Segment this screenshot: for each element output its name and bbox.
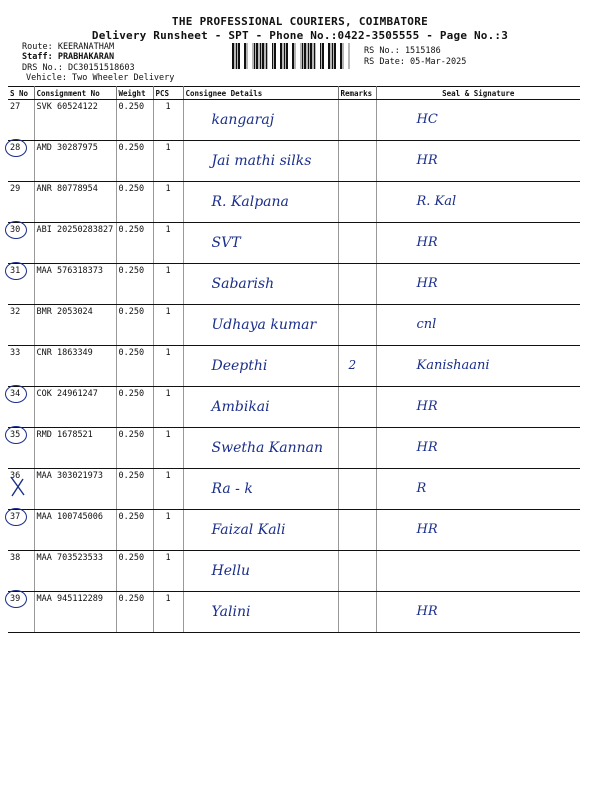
consignee-handwriting: SVT <box>211 235 241 251</box>
pcs-cell-text: 1 <box>165 512 171 522</box>
consignment-cell-text: AMD 30287975 <box>36 143 98 153</box>
weight-cell-text: 0.250 <box>118 266 145 276</box>
circle-mark-icon <box>5 262 27 280</box>
weight-cell-text: 0.250 <box>118 389 145 399</box>
consignment-cell <box>34 141 116 182</box>
sno-cell <box>8 551 34 592</box>
weight-cell <box>116 469 153 510</box>
sno-cell <box>8 100 34 141</box>
weight-cell-text: 0.250 <box>118 184 145 194</box>
sno-cell <box>8 264 34 305</box>
consignment-cell <box>34 223 116 264</box>
sno-cell-text: 29 <box>10 184 21 194</box>
seal-signature-handwriting: HR <box>416 235 438 250</box>
circle-mark-icon <box>5 385 27 403</box>
consignment-cell-text: MAA 100745006 <box>36 512 104 522</box>
seal-signature-handwriting: cnl <box>416 317 437 332</box>
consignment-cell <box>34 264 116 305</box>
pcs-cell-text: 1 <box>165 266 171 276</box>
pcs-cell <box>153 510 183 551</box>
remarks-cell <box>338 100 376 141</box>
remarks-cell <box>338 264 376 305</box>
consignee-handwriting: Hellu <box>211 563 250 579</box>
weight-cell <box>116 346 153 387</box>
seal-signature-handwriting: HC <box>416 112 438 127</box>
pcs-cell-text: 1 <box>165 348 171 358</box>
seal-cell <box>376 510 580 551</box>
pcs-cell <box>153 305 183 346</box>
consignee-handwriting: Sabarish <box>211 276 275 292</box>
consignee-handwriting: Yalini <box>211 604 251 620</box>
sno-cell <box>8 141 34 182</box>
consignment-cell-text: CNR 1863349 <box>36 348 93 358</box>
consignee-cell <box>183 551 338 592</box>
pcs-cell <box>153 264 183 305</box>
weight-cell <box>116 264 153 305</box>
seal-signature-handwriting: HR <box>416 440 438 455</box>
consignment-cell <box>34 428 116 469</box>
vehicle-label: Vehicle: Two Wheeler Delivery <box>26 73 175 83</box>
table-row <box>8 100 580 141</box>
consignee-cell <box>183 387 338 428</box>
consignee-handwriting: Ambikai <box>211 399 270 415</box>
weight-cell <box>116 305 153 346</box>
weight-cell <box>116 551 153 592</box>
circle-mark-icon <box>5 139 27 157</box>
pcs-cell <box>153 428 183 469</box>
sno-cell <box>8 469 34 510</box>
remarks-cell <box>338 182 376 223</box>
pcs-cell <box>153 182 183 223</box>
pcs-cell-text: 1 <box>165 143 171 153</box>
consignment-cell <box>34 182 116 223</box>
table-row <box>8 592 580 633</box>
consignee-cell <box>183 346 338 387</box>
consignment-cell-text: MAA 303021973 <box>36 471 104 481</box>
weight-cell <box>116 592 153 633</box>
weight-cell-text: 0.250 <box>118 512 145 522</box>
seal-signature-handwriting: HR <box>416 153 438 168</box>
weight-cell <box>116 387 153 428</box>
remarks-handwriting: 2 <box>348 358 357 372</box>
weight-cell <box>116 510 153 551</box>
consignment-cell-text: RMD 1678521 <box>36 430 93 440</box>
col-consignment-header: Consignment No <box>34 87 116 100</box>
company-title: THE PROFESSIONAL COURIERS, COIMBATORE <box>171 15 429 28</box>
pcs-cell-text: 1 <box>165 471 171 481</box>
consignee-cell <box>183 264 338 305</box>
consignee-handwriting: Udhaya kumar <box>211 317 317 333</box>
seal-signature-handwriting: HR <box>416 604 438 619</box>
weight-cell-text: 0.250 <box>118 594 145 604</box>
consignment-cell <box>34 100 116 141</box>
col-pcs-header: PCS <box>153 87 183 100</box>
drs-number: DRS No.: DC30151518603 <box>22 63 135 73</box>
pcs-cell <box>153 551 183 592</box>
weight-cell <box>116 182 153 223</box>
table-row <box>8 223 580 264</box>
pcs-cell <box>153 100 183 141</box>
pcs-cell <box>153 592 183 633</box>
consignee-cell <box>183 141 338 182</box>
seal-cell <box>376 264 580 305</box>
rs-number: RS No.: 1515186 <box>364 46 441 56</box>
sno-cell-text: 37 <box>10 512 21 522</box>
weight-cell-text: 0.250 <box>118 471 145 481</box>
sno-cell-text: 36 <box>10 471 21 481</box>
table-row <box>8 551 580 592</box>
seal-signature-handwriting: HR <box>416 276 438 291</box>
pcs-cell-text: 1 <box>165 102 171 112</box>
consignment-cell <box>34 387 116 428</box>
seal-signature-handwriting: R <box>416 481 427 496</box>
circle-mark-icon <box>5 221 27 239</box>
table-row <box>8 510 580 551</box>
remarks-cell <box>338 305 376 346</box>
seal-signature-handwriting: HR <box>416 399 438 414</box>
pcs-cell-text: 1 <box>165 184 171 194</box>
table-row <box>8 428 580 469</box>
seal-cell <box>376 141 580 182</box>
consignee-cell <box>183 100 338 141</box>
sno-cell <box>8 387 34 428</box>
consignee-cell <box>183 305 338 346</box>
circle-mark-icon <box>5 426 27 444</box>
consignment-cell-text: SVK 60524122 <box>36 102 98 112</box>
table-row <box>8 264 580 305</box>
consignee-handwriting: Swetha Kannan <box>211 440 324 456</box>
remarks-cell <box>338 223 376 264</box>
consignee-handwriting: Faizal Kali <box>211 522 286 538</box>
seal-cell <box>376 592 580 633</box>
seal-cell <box>376 182 580 223</box>
sno-cell <box>8 346 34 387</box>
col-sno-header: S No <box>8 87 34 100</box>
remarks-cell <box>338 510 376 551</box>
seal-signature-handwriting: R. Kal <box>416 194 457 209</box>
sno-cell <box>8 223 34 264</box>
remarks-cell <box>338 346 376 387</box>
runsheet-table <box>8 86 580 633</box>
consignee-cell <box>183 510 338 551</box>
sno-cell <box>8 592 34 633</box>
consignee-cell <box>183 469 338 510</box>
seal-cell <box>376 551 580 592</box>
consignment-cell <box>34 551 116 592</box>
sno-cell-text: 35 <box>10 430 21 440</box>
cross-mark-icon <box>8 469 28 499</box>
weight-cell <box>116 223 153 264</box>
sno-cell-text: 30 <box>10 225 21 235</box>
consignment-cell <box>34 305 116 346</box>
remarks-cell <box>338 428 376 469</box>
seal-cell <box>376 305 580 346</box>
consignee-cell <box>183 182 338 223</box>
sno-cell-text: 32 <box>10 307 21 317</box>
pcs-cell <box>153 387 183 428</box>
consignment-cell-text: MAA 703523533 <box>36 553 104 563</box>
col-seal-header: Seal & Signature <box>376 87 580 100</box>
consignee-handwriting: Ra - k <box>211 481 253 497</box>
seal-cell <box>376 387 580 428</box>
weight-cell-text: 0.250 <box>118 553 145 563</box>
consignee-cell <box>183 592 338 633</box>
circle-mark-icon <box>5 590 27 608</box>
sno-cell <box>8 182 34 223</box>
remarks-cell <box>338 387 376 428</box>
col-consignee-header: Consignee Details <box>183 87 338 100</box>
pcs-cell-text: 1 <box>165 553 171 563</box>
consignment-cell <box>34 469 116 510</box>
consignment-cell <box>34 592 116 633</box>
sno-cell-text: 33 <box>10 348 21 358</box>
pcs-cell-text: 1 <box>165 389 171 399</box>
consignment-cell-text: ANR 80778954 <box>36 184 98 194</box>
runsheet-subtitle: Delivery Runsheet - SPT - Phone No.:0422-3505555 - Page No.:3 <box>91 29 509 42</box>
weight-cell-text: 0.250 <box>118 102 145 112</box>
staff-label: Staff: PRABHAKARAN <box>22 52 115 62</box>
weight-cell <box>116 100 153 141</box>
consignee-cell <box>183 428 338 469</box>
pcs-cell <box>153 141 183 182</box>
weight-cell-text: 0.250 <box>118 348 145 358</box>
seal-cell <box>376 428 580 469</box>
consignment-cell <box>34 346 116 387</box>
seal-cell <box>376 469 580 510</box>
pcs-cell-text: 1 <box>165 225 171 235</box>
consignment-cell-text: MAA 576318373 <box>36 266 104 276</box>
sno-cell <box>8 510 34 551</box>
seal-cell <box>376 346 580 387</box>
pcs-cell-text: 1 <box>165 594 171 604</box>
table-row <box>8 305 580 346</box>
route-label: Route: KEERANATHAM <box>22 42 115 52</box>
remarks-cell <box>338 551 376 592</box>
pcs-cell <box>153 223 183 264</box>
table-row <box>8 182 580 223</box>
col-weight-header: Weight <box>116 87 153 100</box>
weight-cell-text: 0.250 <box>118 430 145 440</box>
sno-cell-text: 34 <box>10 389 21 399</box>
seal-signature-handwriting: Kanishaani <box>416 358 490 373</box>
seal-signature-handwriting: HR <box>416 522 438 537</box>
sno-cell <box>8 305 34 346</box>
weight-cell-text: 0.250 <box>118 307 145 317</box>
circle-mark-icon <box>5 508 27 526</box>
table-row <box>8 141 580 182</box>
table-row <box>8 387 580 428</box>
weight-cell-text: 0.250 <box>118 143 145 153</box>
consignment-cell-text: MAA 945112289 <box>36 594 104 604</box>
consignment-cell-text: ABI 20250283827 <box>36 225 114 235</box>
sno-cell-text: 39 <box>10 594 21 604</box>
remarks-cell <box>338 592 376 633</box>
consignee-handwriting: kangaraj <box>211 112 275 128</box>
sno-cell-text: 28 <box>10 143 21 153</box>
consignment-cell <box>34 510 116 551</box>
barcode-image <box>232 43 352 69</box>
pcs-cell-text: 1 <box>165 307 171 317</box>
consignee-handwriting: Deepthi <box>211 358 268 374</box>
sno-cell-text: 38 <box>10 553 21 563</box>
consignment-cell-text: COK 24961247 <box>36 389 98 399</box>
sno-cell-text: 27 <box>10 102 21 112</box>
weight-cell-text: 0.250 <box>118 225 145 235</box>
col-remarks-header: Remarks <box>338 87 376 100</box>
consignee-handwriting: R. Kalpana <box>211 194 289 210</box>
seal-cell <box>376 223 580 264</box>
sno-cell <box>8 428 34 469</box>
consignee-handwriting: Jai mathi silks <box>211 153 312 169</box>
consignee-cell <box>183 223 338 264</box>
table-header-row <box>8 87 580 100</box>
sno-cell-text: 31 <box>10 266 21 276</box>
weight-cell <box>116 141 153 182</box>
remarks-cell <box>338 469 376 510</box>
rs-date: RS Date: 05-Mar-2025 <box>364 57 467 67</box>
pcs-cell-text: 1 <box>165 430 171 440</box>
consignment-cell-text: BMR 2053024 <box>36 307 93 317</box>
table-row <box>8 346 580 387</box>
remarks-cell <box>338 141 376 182</box>
pcs-cell <box>153 469 183 510</box>
weight-cell <box>116 428 153 469</box>
pcs-cell <box>153 346 183 387</box>
seal-cell <box>376 100 580 141</box>
table-row <box>8 469 580 510</box>
